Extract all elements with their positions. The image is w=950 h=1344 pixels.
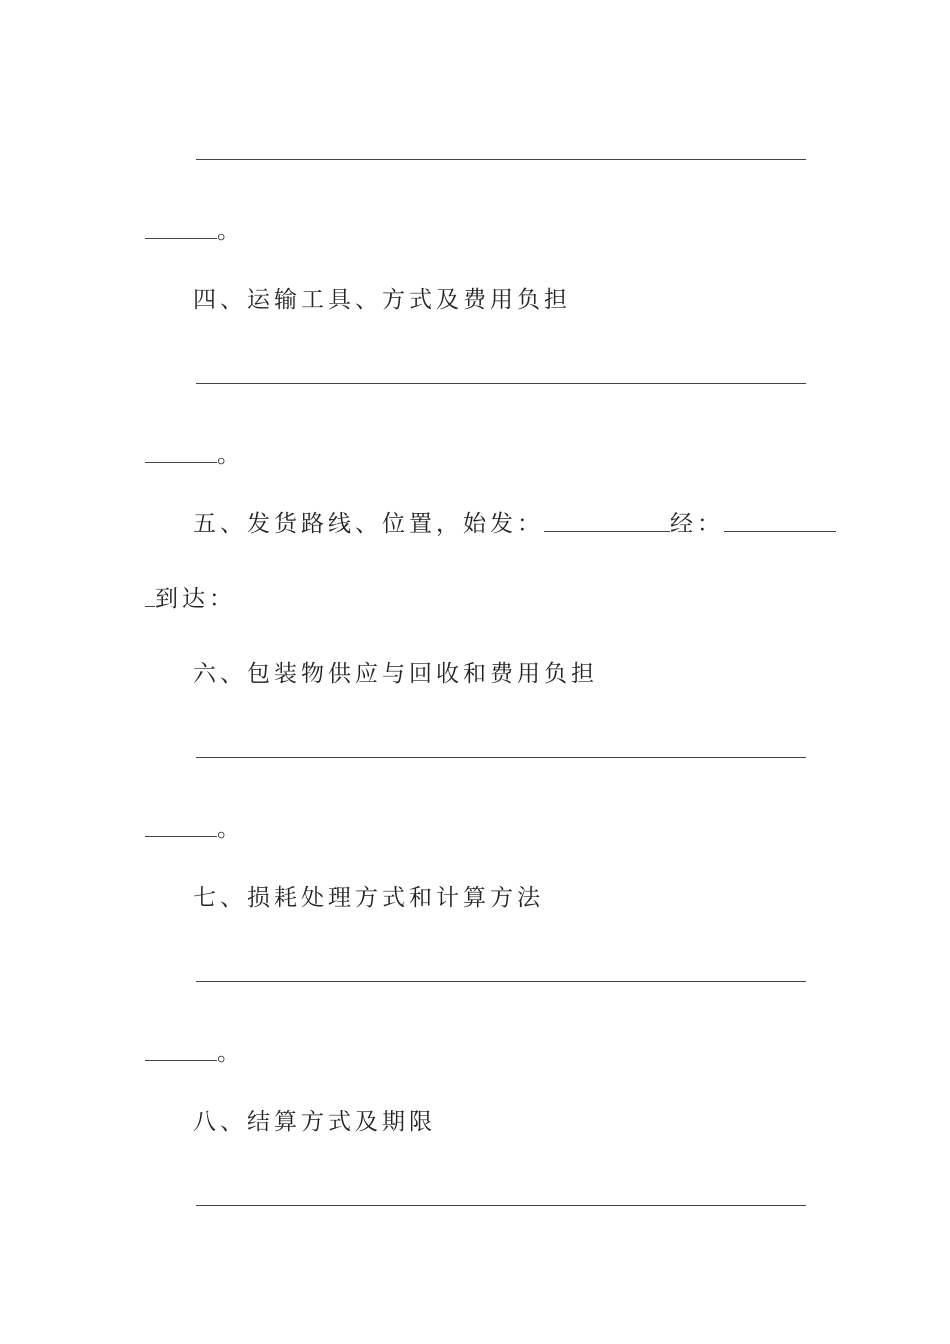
end-mark: 。	[217, 442, 240, 468]
arrive-label: 到达：	[155, 586, 236, 612]
fill-line[interactable]	[196, 383, 806, 384]
end-mark: 。	[217, 1040, 240, 1066]
via-label: 经：	[670, 511, 724, 537]
fill-line[interactable]	[196, 159, 806, 160]
fill-blank[interactable]	[145, 216, 217, 239]
fill-blank[interactable]	[145, 1038, 217, 1061]
section-heading-6: 六、包装物供应与回收和费用负担	[193, 661, 598, 687]
line-end	[145, 216, 240, 246]
section-heading-4: 四、运输工具、方式及费用负担	[193, 287, 571, 313]
end-mark: 。	[217, 816, 240, 842]
section-heading-5	[193, 509, 836, 539]
origin-blank[interactable]	[544, 509, 670, 532]
fill-blank[interactable]	[145, 814, 217, 837]
line-end	[145, 814, 240, 844]
section-heading-8: 八、结算方式及期限	[193, 1109, 436, 1135]
section-heading-7: 七、损耗处理方式和计算方法	[193, 885, 544, 911]
fill-line[interactable]	[196, 981, 806, 982]
end-mark: 。	[217, 218, 240, 244]
arrive-line	[145, 584, 236, 614]
route-label: 五、发货路线、位置，始发：	[193, 511, 544, 537]
fill-blank[interactable]	[145, 440, 217, 463]
line-end	[145, 1038, 240, 1068]
line-end	[145, 440, 240, 470]
via-blank-cont[interactable]	[145, 584, 155, 607]
fill-line[interactable]	[196, 1205, 806, 1206]
fill-line[interactable]	[196, 757, 806, 758]
via-blank[interactable]	[724, 509, 836, 532]
